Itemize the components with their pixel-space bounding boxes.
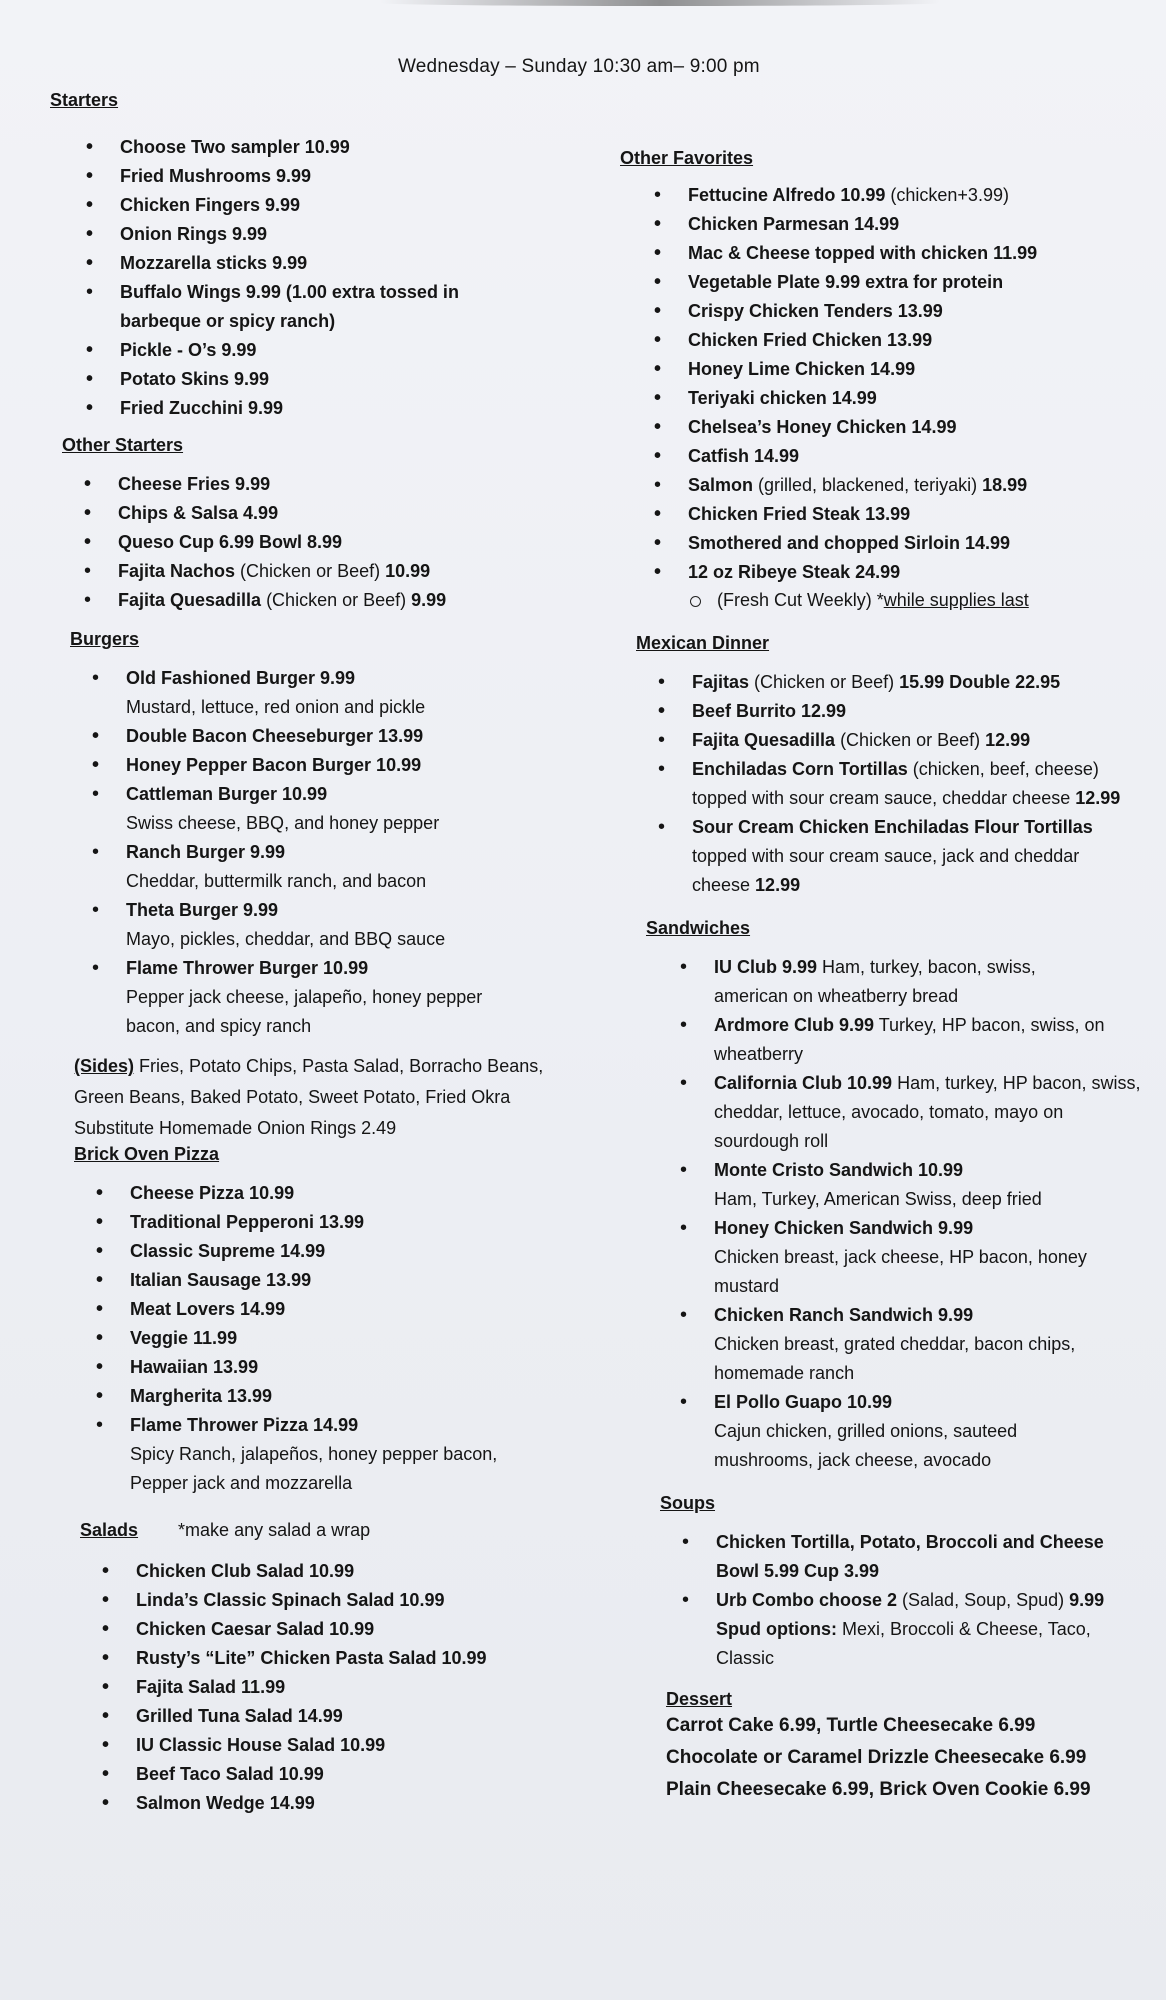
list-item xyxy=(74,1411,590,1498)
item-name: Fajitas xyxy=(692,672,750,692)
item-text: Buffalo Wings 9.99 (1.00 extra tossed in barbeque or spicy ranch) xyxy=(120,282,459,331)
soups-title: Soups xyxy=(660,1493,716,1513)
list-item: • Fried Zucchini 9.99 xyxy=(64,394,590,423)
item-name: IU Club 9.99 xyxy=(714,957,818,977)
list-item xyxy=(658,1156,1150,1214)
list-item: • Chicken Club Salad 10.99 xyxy=(80,1557,590,1586)
list-item: • Pickle - O’s 9.99 xyxy=(64,336,590,365)
list-item: • Onion Rings 9.99 xyxy=(64,220,590,249)
list-item: • 12 oz Ribeye Steak 24.99 xyxy=(632,558,1150,587)
item-name: California Club 10.99 xyxy=(714,1073,893,1093)
list-item: • Teriyaki chicken 14.99 xyxy=(632,384,1150,413)
list-item: • Chips & Salsa 4.99 xyxy=(62,499,590,528)
list-item: • Traditional Pepperoni 13.99 xyxy=(74,1208,590,1237)
item-note: (chicken+3.99) xyxy=(885,185,1009,205)
list-item: • Potato Skins 9.99 xyxy=(64,365,590,394)
item-note: (Salad, Soup, Spud) xyxy=(897,1590,1070,1610)
list-item xyxy=(636,755,1150,813)
list-item: • Fajita Salad 11.99 xyxy=(80,1673,590,1702)
list-item xyxy=(660,1586,1150,1673)
list-item: • Smothered and chopped Sirloin 14.99 xyxy=(632,529,1150,558)
list-item: • Salmon Wedge 14.99 xyxy=(80,1789,590,1818)
item-price: 9.99 xyxy=(1069,1590,1105,1610)
item-name: Enchiladas Corn Tortillas xyxy=(692,759,908,779)
item-desc: Swiss cheese, BBQ, and honey pepper xyxy=(126,813,440,833)
sandwiches-section xyxy=(646,918,1150,1475)
starters-section xyxy=(50,90,590,423)
list-item: • IU Classic House Salad 10.99 xyxy=(80,1731,590,1760)
item-name: Monte Cristo Sandwich 10.99 xyxy=(714,1160,964,1180)
list-item: • Chicken Parmesan 14.99 xyxy=(632,210,1150,239)
item-inline: Ham, turkey, bacon, swiss, american on wheatberry bread xyxy=(714,957,1036,1006)
dessert-line: Carrot Cake 6.99, Turtle Cheesecake 6.99 xyxy=(666,1715,1036,1736)
list-item: • Chelsea’s Honey Chicken 14.99 xyxy=(632,413,1150,442)
list-item: • Meat Lovers 14.99 xyxy=(74,1295,590,1324)
salads-note: *make any salad a wrap xyxy=(178,1520,371,1540)
salads-title: Salads xyxy=(80,1520,139,1540)
starters-title: Starters xyxy=(50,90,119,110)
item-price: 10.99 xyxy=(385,561,431,581)
list-item: • Crispy Chicken Tenders 13.99 xyxy=(632,297,1150,326)
list-item: • Vegetable Plate 9.99 extra for protein xyxy=(632,268,1150,297)
list-item: • Queso Cup 6.99 Bowl 8.99 xyxy=(62,528,590,557)
item-price: 9.99 xyxy=(411,590,447,610)
sides-section xyxy=(74,1051,574,1144)
dessert-line: Chocolate or Caramel Drizzle Cheesecake 6.99 xyxy=(666,1747,1087,1768)
bowl-price: Bowl 5.99 xyxy=(716,1561,800,1581)
item-price: 15.99 Double 22.95 xyxy=(899,672,1061,692)
list-item xyxy=(64,278,590,336)
list-item xyxy=(70,664,590,722)
list-item xyxy=(70,780,590,838)
list-item: • Double Bacon Cheeseburger 13.99 xyxy=(70,722,590,751)
sides-list: Fries, Potato Chips, Pasta Salad, Borracho Beans, Green Beans, Baked Potato, Sweet Potato, Fried Okra xyxy=(74,1056,544,1107)
item-desc: Spicy Ranch, jalapeños, honey pepper bacon, Pepper jack and mozzarella xyxy=(130,1444,498,1493)
pizza-list xyxy=(74,1179,590,1498)
right-column xyxy=(620,148,1150,1806)
list-item: • Italian Sausage 13.99 xyxy=(74,1266,590,1295)
list-item: • Veggie 11.99 xyxy=(74,1324,590,1353)
dessert-title: Dessert xyxy=(666,1689,733,1709)
salads-section xyxy=(80,1520,590,1818)
item-desc: Cheddar, buttermilk ranch, and bacon xyxy=(126,871,427,891)
item-name: Fettucine Alfredo 10.99 xyxy=(688,185,886,205)
item-price: 18.99 xyxy=(982,475,1028,495)
spud-label: Spud options: xyxy=(716,1619,837,1639)
item-name: Flame Thrower Pizza 14.99 xyxy=(130,1415,359,1435)
item-desc: Mustard, lettuce, red onion and pickle xyxy=(126,697,426,717)
item-note: (Chicken or Beef) xyxy=(835,730,986,750)
list-item: • Chicken Caesar Salad 10.99 xyxy=(80,1615,590,1644)
item-desc: Pepper jack cheese, jalapeño, honey pepper bacon, and spicy ranch xyxy=(126,987,483,1036)
item-name: Sour Cream Chicken Enchiladas Flour Tortillas xyxy=(692,817,1093,837)
other-favorites-section xyxy=(620,148,1150,613)
list-item xyxy=(658,1069,1150,1156)
item-name: Fajita Quesadilla xyxy=(692,730,836,750)
salads-list xyxy=(80,1557,590,1818)
item-desc: Cajun chicken, grilled onions, sauteed mushrooms, jack cheese, avocado xyxy=(714,1421,1018,1470)
item-name: Urb Combo choose 2 xyxy=(716,1590,898,1610)
item-name: Flame Thrower Burger 10.99 xyxy=(126,958,369,978)
list-item: • Classic Supreme 14.99 xyxy=(74,1237,590,1266)
item-name: Honey Chicken Sandwich 9.99 xyxy=(714,1218,974,1238)
list-item: • Catfish 14.99 xyxy=(632,442,1150,471)
item-inline: Turkey, HP bacon, swiss, on wheatberry xyxy=(714,1015,1105,1064)
list-item: • Fried Mushrooms 9.99 xyxy=(64,162,590,191)
list-item xyxy=(636,726,1150,755)
list-item: • Linda’s Classic Spinach Salad 10.99 xyxy=(80,1586,590,1615)
item-note: topped with sour cream sauce, jack and cheddar cheese xyxy=(692,846,1080,895)
list-item xyxy=(70,896,590,954)
burgers-title: Burgers xyxy=(70,629,140,649)
item-price: 12.99 xyxy=(985,730,1031,750)
list-item xyxy=(62,586,590,615)
item-name: Fajita Nachos xyxy=(118,561,236,581)
sides-substitute: Substitute Homemade Onion Rings 2.49 xyxy=(74,1118,397,1138)
list-item: • Beef Taco Salad 10.99 xyxy=(80,1760,590,1789)
list-item: • Cheese Pizza 10.99 xyxy=(74,1179,590,1208)
soups-list xyxy=(660,1528,1150,1673)
item-desc: Ham, Turkey, American Swiss, deep fried xyxy=(714,1189,1042,1209)
item-name: Old Fashioned Burger 9.99 xyxy=(126,668,356,688)
other-starters-title: Other Starters xyxy=(62,435,184,455)
item-name: Ranch Burger 9.99 xyxy=(126,842,286,862)
mexican-list xyxy=(636,668,1150,900)
dessert-section xyxy=(666,1689,1150,1806)
starters-list xyxy=(64,133,590,423)
list-item xyxy=(62,557,590,586)
item-note: (Chicken or Beef) xyxy=(261,590,412,610)
item-desc: Chicken breast, jack cheese, HP bacon, honey mustard xyxy=(714,1247,1087,1296)
ribeye-note xyxy=(690,587,1150,613)
sandwiches-list xyxy=(658,953,1150,1475)
spud-text: Mexi, Broccoli & Cheese, Taco, Classic xyxy=(716,1619,1091,1668)
item-name: Ardmore Club 9.99 xyxy=(714,1015,875,1035)
list-item: • Chicken Fried Chicken 13.99 xyxy=(632,326,1150,355)
list-item: • Mozzarella sticks 9.99 xyxy=(64,249,590,278)
item-name: El Pollo Guapo 10.99 xyxy=(714,1392,893,1412)
cup-price: Cup 3.99 xyxy=(799,1561,880,1581)
ribeye-supplies: while supplies last xyxy=(883,590,1029,610)
item-name: Theta Burger 9.99 xyxy=(126,900,279,920)
item-desc xyxy=(716,1615,1150,1673)
list-item xyxy=(660,1528,1150,1586)
list-item xyxy=(636,668,1150,697)
list-item xyxy=(658,1301,1150,1388)
item-price: 12.99 xyxy=(1075,788,1121,808)
burgers-list xyxy=(70,664,590,1041)
item-inline: Ham, turkey, HP bacon, swiss, cheddar, lettuce, avocado, tomato, mayo on sourdough roll xyxy=(714,1073,1141,1151)
list-item xyxy=(636,813,1150,900)
item-desc: Mayo, pickles, cheddar, and BBQ sauce xyxy=(126,929,446,949)
list-item xyxy=(70,838,590,896)
item-name: Fajita Quesadilla xyxy=(118,590,262,610)
dessert-line: Plain Cheesecake 6.99, Brick Oven Cookie 6.99 xyxy=(666,1779,1091,1800)
item-name: Chicken Tortilla, Potato, Broccoli and Cheese xyxy=(716,1532,1104,1552)
mexican-section xyxy=(636,633,1150,900)
list-item: • Grilled Tuna Salad 14.99 xyxy=(80,1702,590,1731)
list-item xyxy=(658,1011,1150,1069)
ribeye-fresh-cut: (Fresh Cut Weekly) * xyxy=(717,590,884,610)
list-item: • Honey Pepper Bacon Burger 10.99 xyxy=(70,751,590,780)
pizza-section xyxy=(74,1144,590,1498)
list-item: • Margherita 13.99 xyxy=(74,1382,590,1411)
other-favorites-title: Other Favorites xyxy=(620,148,754,168)
page-top-shadow xyxy=(380,0,940,6)
list-item: • Choose Two sampler 10.99 xyxy=(64,133,590,162)
item-name: Salmon xyxy=(688,475,754,495)
list-item xyxy=(658,1214,1150,1301)
list-item: • Beef Burrito 12.99 xyxy=(636,697,1150,726)
pizza-title: Brick Oven Pizza xyxy=(74,1144,220,1164)
item-note: (grilled, blackened, teriyaki) xyxy=(753,475,983,495)
circle-bullet-icon xyxy=(690,596,701,607)
list-item xyxy=(658,953,1150,1011)
item-note: (Chicken or Beef) xyxy=(235,561,386,581)
list-item: • Mac & Cheese topped with chicken 11.99 xyxy=(632,239,1150,268)
soups-section xyxy=(660,1493,1150,1673)
list-item: • Hawaiian 13.99 xyxy=(74,1353,590,1382)
other-starters-section xyxy=(62,435,590,615)
burgers-section xyxy=(70,629,590,1041)
list-item: • Rusty’s “Lite” Chicken Pasta Salad 10.99 xyxy=(80,1644,590,1673)
other-starters-list xyxy=(62,470,590,615)
mexican-title: Mexican Dinner xyxy=(636,633,770,653)
sides-label: (Sides) xyxy=(74,1056,135,1076)
item-name: Chicken Ranch Sandwich 9.99 xyxy=(714,1305,974,1325)
list-item xyxy=(658,1388,1150,1475)
item-name: Cattleman Burger 10.99 xyxy=(126,784,328,804)
list-item: • Cheese Fries 9.99 xyxy=(62,470,590,499)
list-item: • Chicken Fingers 9.99 xyxy=(64,191,590,220)
item-note: (Chicken or Beef) xyxy=(749,672,900,692)
sandwiches-title: Sandwiches xyxy=(646,918,751,938)
list-item xyxy=(70,954,590,1041)
item-desc: Chicken breast, grated cheddar, bacon chips, homemade ranch xyxy=(714,1334,1076,1383)
other-favorites-list xyxy=(632,181,1150,587)
list-item: • Chicken Fried Steak 13.99 xyxy=(632,500,1150,529)
list-item xyxy=(632,181,1150,210)
hours-heading: Wednesday – Sunday 10:30 am– 9:00 pm xyxy=(398,56,760,77)
item-price: 12.99 xyxy=(755,875,801,895)
sides-text xyxy=(74,1051,574,1113)
list-item xyxy=(632,471,1150,500)
item-note: (chicken, beef, cheese) topped with sour cream sauce, cheddar cheese xyxy=(692,759,1099,808)
item-desc xyxy=(716,1557,1150,1586)
list-item: • Honey Lime Chicken 14.99 xyxy=(632,355,1150,384)
left-column xyxy=(50,90,590,1818)
